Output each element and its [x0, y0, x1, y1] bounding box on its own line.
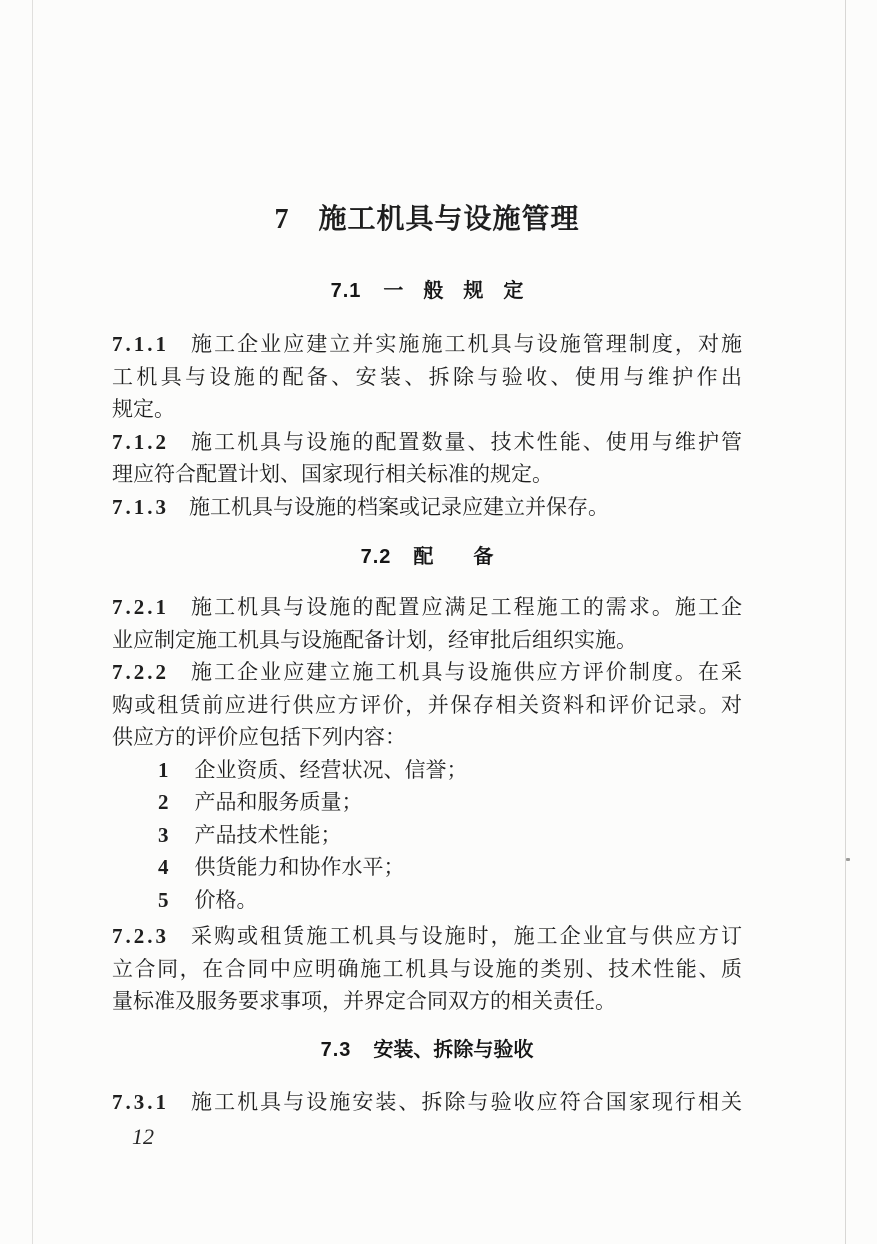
list-item	[112, 786, 742, 819]
section-heading-7-3	[112, 1038, 742, 1062]
clause-number: 7.2.3	[112, 924, 169, 948]
section-heading-7-1	[112, 279, 742, 303]
page-number: 12	[132, 1124, 154, 1149]
page-edge-line-left	[32, 0, 33, 1244]
clause-text: 施工机具与设施的档案或记录应建立并保存。	[189, 494, 609, 519]
clause-7-2-1	[112, 591, 742, 656]
page-content	[112, 0, 742, 1151]
clause-7-3-1	[112, 1086, 742, 1119]
evaluation-criteria-list	[112, 754, 742, 917]
clause-line	[112, 491, 742, 524]
clause-text: 施工机具与设施安装、拆除与验收应符合国家现行相关	[189, 1089, 742, 1114]
clause-line: 购或租赁前应进行供应方评价，并保存相关资料和评价记录。对	[112, 692, 742, 717]
list-item	[112, 754, 742, 787]
clause-number: 7.1.2	[112, 429, 169, 454]
clause-7-1-3	[112, 491, 742, 524]
list-item	[112, 851, 742, 884]
clause-line: 工机具与设施的配备、安装、拆除与验收、使用与维护作出	[112, 364, 742, 389]
list-item-number: 4	[158, 855, 169, 879]
clause-line	[112, 1086, 742, 1119]
clause-7-2-2	[112, 656, 742, 754]
section-number: 7.2	[360, 546, 392, 568]
list-item-number: 5	[158, 887, 169, 912]
scan-speck	[846, 858, 850, 861]
page-edge-line-right	[845, 0, 846, 1244]
section-title-text: 安装、拆除与验收	[373, 1038, 534, 1061]
list-item-text: 产品和服务质量；	[194, 790, 363, 814]
clause-text: 施工机具与设施的配置应满足工程施工的需求。施工企	[189, 595, 742, 619]
list-item-text: 价格。	[194, 887, 258, 912]
list-item-number: 3	[158, 822, 169, 847]
list-item	[112, 819, 742, 852]
clause-7-1-2	[112, 426, 742, 491]
clause-line: 业应制定施工机具与设施配备计划，经审批后组织实施。	[112, 627, 637, 652]
clause-number: 7.2.1	[112, 595, 169, 619]
list-item-number: 2	[158, 790, 169, 814]
list-item-text: 供货能力和协作水平；	[194, 855, 405, 879]
clause-line: 理应符合配置计划、国家现行相关标准的规定。	[112, 462, 553, 486]
clause-line: 量标准及服务要求事项，并界定合同双方的相关责任。	[112, 989, 616, 1013]
list-item-text: 企业资质、经营状况、信誉；	[194, 757, 468, 782]
clause-number: 7.1.1	[112, 332, 169, 356]
clause-line	[112, 920, 742, 953]
clause-text: 施工机具与设施的配置数量、技术性能、使用与维护管	[189, 429, 742, 454]
clause-number: 7.2.2	[112, 660, 169, 684]
clause-line	[112, 591, 742, 624]
chapter-title	[112, 203, 742, 237]
clause-line	[112, 656, 742, 689]
clause-line	[112, 328, 742, 361]
clause-line: 规定。	[112, 397, 175, 421]
clause-text: 采购或租赁施工机具与设施时，施工企业宜与供应方订	[189, 924, 742, 948]
clause-text: 施工企业应建立施工机具与设施供应方评价制度。在采	[189, 660, 742, 684]
clause-number: 7.1.3	[112, 494, 169, 519]
clause-text: 施工企业应建立并实施施工机具与设施管理制度，对施	[189, 332, 742, 356]
clause-7-1-1	[112, 328, 742, 426]
section-number: 7.1	[330, 280, 362, 302]
clause-line: 立合同，在合同中应明确施工机具与设施的类别、技术性能、质	[112, 956, 742, 981]
section-number: 7.3	[320, 1038, 352, 1061]
clause-line	[112, 426, 742, 459]
section-heading-7-2	[112, 545, 742, 569]
chapter-title-text: 施工机具与设施管理	[318, 204, 580, 235]
chapter-number: 7	[274, 204, 289, 235]
section-title-text: 一 般 规 定	[383, 280, 524, 302]
list-item	[112, 884, 742, 917]
list-item-text: 产品技术性能；	[194, 822, 342, 847]
clause-number: 7.3.1	[112, 1089, 169, 1114]
clause-7-2-3	[112, 920, 742, 1018]
section-title-text: 配 备	[413, 546, 494, 568]
clause-line: 供应方的评价应包括下列内容：	[112, 725, 406, 749]
list-item-number: 1	[158, 757, 169, 782]
